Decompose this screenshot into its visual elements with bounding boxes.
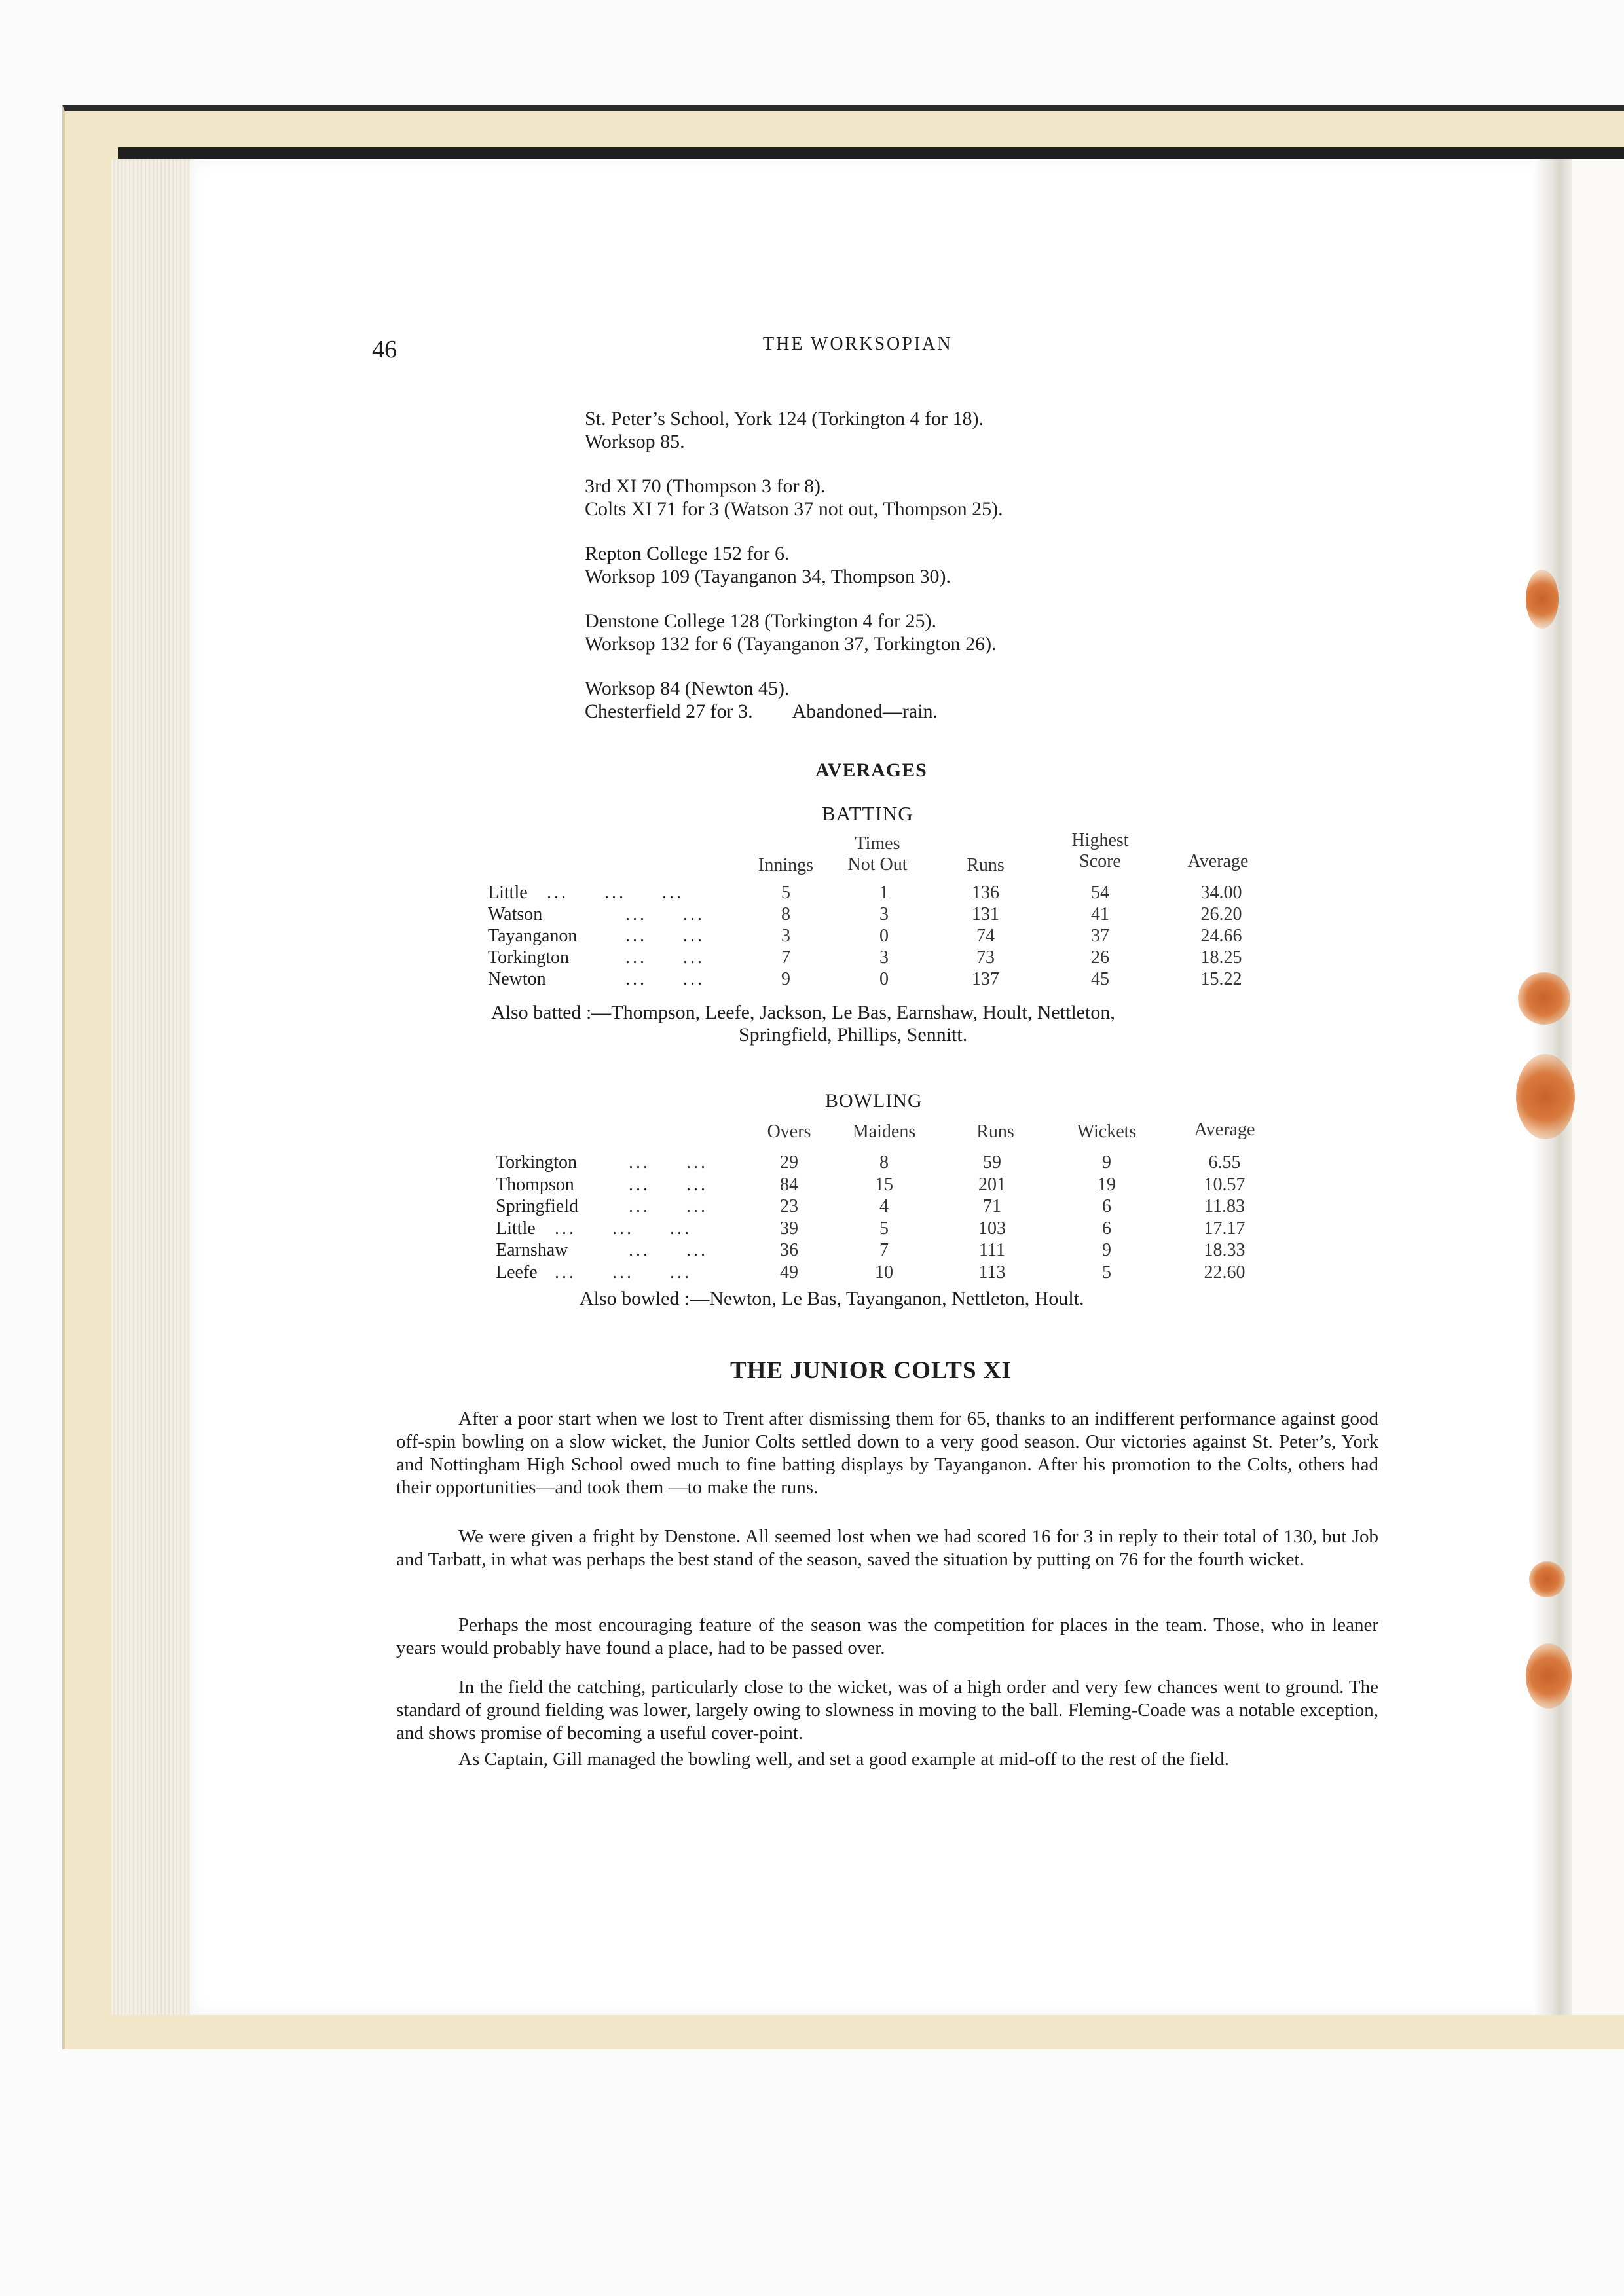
leader-dots: ... ... ... [555,1262,692,1283]
cell-runs: 74 [976,926,995,946]
rust-stain [1518,972,1570,1025]
also-batted [491,1002,1115,1046]
leader-dots: ... ... [629,1152,708,1173]
cell-not-out: 3 [879,947,889,968]
col-header-maidens: Maidens [852,1121,916,1142]
col-header-not-out [832,833,923,875]
cell-overs: 49 [780,1262,798,1283]
result-line: Colts XI 71 for 3 (Watson 37 not out, Thompson 25). [585,498,1003,520]
cell-innings: 3 [781,926,790,946]
leader-dots: ... ... [629,1196,708,1216]
result-line: Repton College 152 for 6. [585,543,790,564]
cell-runs: 73 [976,947,995,968]
bowling-heading: BOWLING [825,1090,923,1112]
cell-innings: 9 [781,969,790,989]
leader-dots: ... ... [625,969,705,989]
leader-dots: ... ... [625,947,705,968]
paragraph-text: Perhaps the most encouraging feature of the season was the competition for places in the team. Those, who in leaner years would probably have found a place, had to be passed over. [396,1614,1378,1658]
col-header-average: Average [1194,1120,1255,1140]
cell-maidens: 10 [875,1262,893,1283]
cell-maidens: 8 [879,1152,889,1173]
cell-average: 6.55 [1208,1152,1241,1173]
result-line: Worksop 132 for 6 (Tayanganon 37, Torkington 26). [585,633,997,655]
book-spine-shadow [118,147,1624,159]
cell-runs: 59 [983,1152,1001,1173]
paragraph-text: We were given a fright by Denstone. All seemed lost when we had scored 16 for 3 in reply to their total of 130, but Job and Tarbatt, in what was perhaps the best stand of the season, saved the situation by putting on 76 for the fourth wicket. [396,1526,1378,1570]
cell-maidens: 15 [875,1174,893,1195]
rust-stain [1526,1643,1572,1709]
player-name: Springfield [496,1196,578,1216]
rust-stain [1526,570,1559,629]
cell-runs: 113 [978,1262,1006,1283]
cell-highest: 45 [1091,969,1109,989]
col-header-runs: Runs [967,855,1005,875]
result-block [585,677,1003,723]
leader-dots: ... ... [629,1174,708,1195]
cell-runs: 111 [979,1240,1005,1260]
cell-average: 11.83 [1204,1196,1245,1216]
page-edges [111,159,196,2015]
batting-heading: BATTING [822,802,913,825]
result-block [585,610,1003,655]
player-name: Newton [488,969,546,989]
cell-overs: 36 [780,1240,798,1260]
result-line: 3rd XI 70 (Thompson 3 for 8). [585,475,826,497]
col-header-average: Average [1187,851,1249,871]
cell-highest: 26 [1091,947,1109,968]
cell-runs: 131 [972,904,999,924]
cell-runs: 136 [972,883,999,903]
cell-highest: 41 [1091,904,1109,924]
cell-not-out: 0 [879,926,889,946]
cell-average: 18.25 [1200,947,1242,968]
page-number: 46 [372,336,397,363]
also-batted-line: Also batted :—Thompson, Leefe, Jackson, Le Bas, Earnshaw, Hoult, Nettleton, [491,1002,1115,1023]
cell-wickets: 6 [1102,1218,1111,1239]
paragraph [396,1525,1378,1571]
cell-innings: 8 [781,904,790,924]
abandoned-note: Abandoned—rain. [792,701,938,722]
cell-maidens: 7 [879,1240,889,1260]
col-header-line: Not Out [847,854,908,875]
facing-page-edge [1572,159,1624,2015]
result-line: Worksop 109 (Tayanganon 34, Thompson 30). [585,566,951,587]
cell-average: 17.17 [1204,1218,1246,1239]
leader-dots: ... ... [629,1240,708,1260]
cell-overs: 23 [780,1196,798,1216]
cell-not-out: 3 [879,904,889,924]
cell-wickets: 9 [1102,1240,1111,1260]
leader-dots: ... ... [625,904,705,924]
player-name: Thompson [496,1174,574,1195]
cell-overs: 84 [780,1174,798,1195]
player-name: Little [488,883,528,903]
also-bowled: Also bowled :—Newton, Le Bas, Tayanganon, Nettleton, Hoult. [580,1288,1084,1309]
result-block [585,407,1003,453]
cell-average: 10.57 [1204,1174,1246,1195]
cell-runs: 201 [978,1174,1006,1195]
cell-highest: 54 [1091,883,1109,903]
result-line: Worksop 85. [585,431,685,452]
cell-highest: 37 [1091,926,1109,946]
col-header-runs: Runs [976,1121,1014,1142]
rust-stain [1529,1561,1565,1597]
result-block [585,475,1003,520]
cell-innings: 7 [781,947,790,968]
cell-average: 24.66 [1200,926,1242,946]
cell-not-out: 1 [879,883,889,903]
match-results [585,407,1003,744]
col-header-line: Highest [1071,830,1129,850]
paragraph-text: After a poor start when we lost to Trent after dismissing them for 65, thanks to an indifferent performance against good off-spin bowling on a slow wicket, the Junior Colts settled down to a very good season. Our victories against St. Peter’s, York and Nottingham High School owed much to fine batting displays by Tayanganon. After his promotion to the Colts, others had their opportunities—and took them —to make the runs. [396,1408,1378,1498]
result-block [585,542,1003,588]
result-line: St. Peter’s School, York 124 (Torkington 4 for 18). [585,408,984,429]
result-text: Chesterfield 27 for 3. [585,701,753,722]
section-heading: THE JUNIOR COLTS XI [730,1357,1012,1384]
cell-average: 18.33 [1204,1240,1246,1260]
paragraph [396,1614,1378,1660]
cell-average: 22.60 [1204,1262,1246,1283]
paragraph [396,1748,1378,1771]
player-name: Watson [488,904,543,924]
col-header-overs: Overs [767,1121,811,1142]
player-name: Torkington [496,1152,578,1173]
cell-innings: 5 [781,883,790,903]
leader-dots: ... ... ... [547,883,684,903]
cell-runs: 137 [972,969,999,989]
player-name: Tayanganon [488,926,578,946]
cell-overs: 29 [780,1152,798,1173]
cell-runs: 103 [978,1218,1006,1239]
cell-wickets: 9 [1102,1152,1111,1173]
cell-overs: 39 [780,1218,798,1239]
also-batted-line: Springfield, Phillips, Sennitt. [739,1024,968,1046]
result-line: Worksop 84 (Newton 45). [585,678,790,699]
result-line: Denstone College 128 (Torkington 4 for 25). [585,610,936,632]
col-header-innings: Innings [758,855,813,875]
paragraph-text: As Captain, Gill managed the bowling well, and set a good example at mid-off to the rest of the field. [458,1749,1229,1770]
paragraph [396,1408,1378,1499]
averages-heading: AVERAGES [815,759,927,781]
player-name: Little [496,1218,536,1239]
col-header-line: Score [1079,851,1121,871]
cell-wickets: 6 [1102,1196,1111,1216]
paragraph [396,1676,1378,1745]
cell-average: 34.00 [1200,883,1242,903]
col-header-wickets: Wickets [1077,1121,1137,1142]
cell-maidens: 5 [879,1218,889,1239]
running-title: THE WORKSOPIAN [763,334,953,354]
cell-not-out: 0 [879,969,889,989]
result-line [585,700,1003,723]
cell-average: 26.20 [1200,904,1242,924]
col-header-line: Times [855,833,900,854]
cell-runs: 71 [983,1196,1001,1216]
cell-wickets: 19 [1098,1174,1116,1195]
cell-maidens: 4 [879,1196,889,1216]
player-name: Earnshaw [496,1240,568,1260]
cell-wickets: 5 [1102,1262,1111,1283]
leader-dots: ... ... ... [555,1218,692,1239]
paragraph-text: In the field the catching, particularly close to the wicket, was of a high order and very few chances went to ground. The standard of ground fielding was lower, largely owing to slowness in moving to the ball. Fleming-Coade was a notable exception, and shows promise of becoming a useful cover-point. [396,1677,1378,1743]
col-header-highest [1054,830,1146,872]
leader-dots: ... ... [625,926,705,946]
player-name: Torkington [488,947,570,968]
cell-average: 15.22 [1200,969,1242,989]
rust-stain [1516,1054,1575,1139]
player-name: Leefe [496,1262,538,1283]
